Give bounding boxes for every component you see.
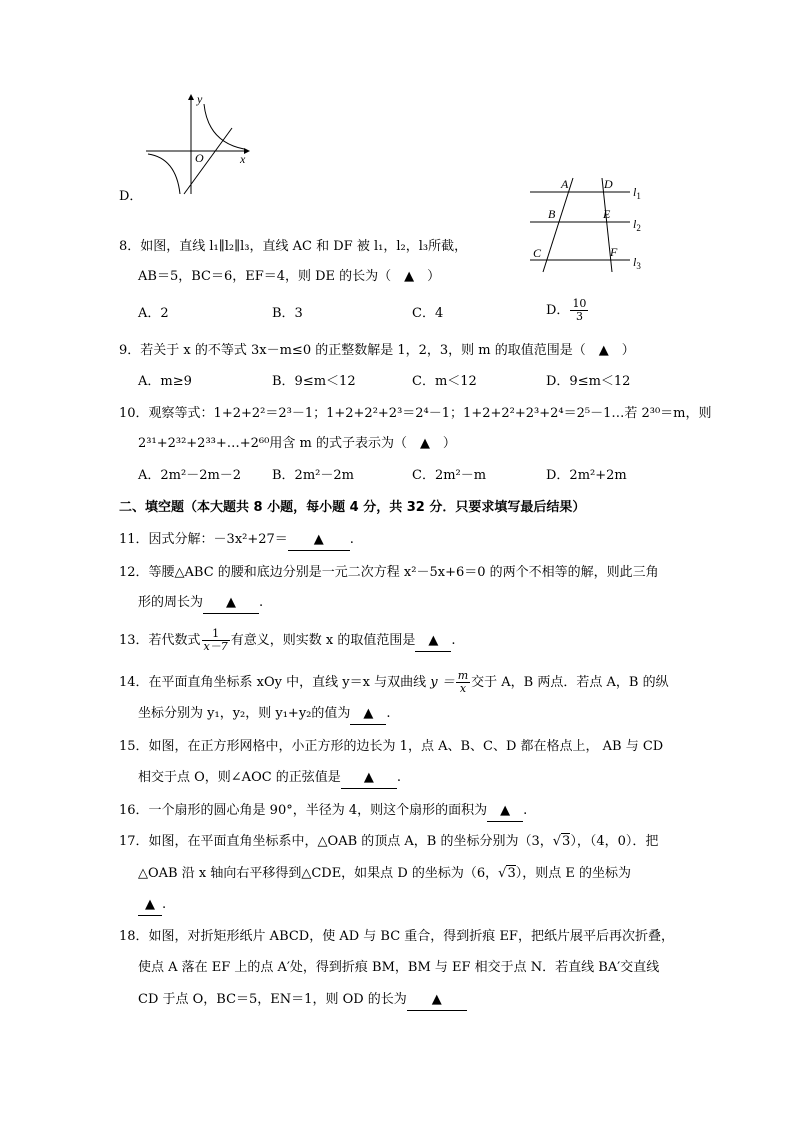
q15-answer-blank: ▲ — [341, 768, 397, 789]
hyperbola-branch-1 — [204, 104, 244, 149]
q18-line2: 使点 A 落在 EF 上的点 A′处，得到折痕 BM，BM 与 EF 相交于点 N．若直线 BA′交直线 — [138, 960, 660, 975]
origin-label: O — [195, 151, 204, 165]
q18-line3: CD 于点 O，BC＝5，EN＝1，则 OD 的长为 ▲ — [138, 990, 467, 1011]
q16: 16．一个扇形的圆心角是 90°，半径为 4，则这个扇形的面积为 ▲ . — [119, 801, 527, 822]
q8-option-a: A．2 — [138, 306, 169, 321]
q9-option-d: D．9≤m＜12 — [546, 374, 631, 389]
q13: 13．若代数式 $\frac{1}{x-7}$ 有意义，则实数 x 的取值范围是 ▲ . — [119, 627, 456, 653]
q17-line2: △OAB 沿 x 轴向右平移得到△CDE，如果点 D 的坐标为（6，√3），则点 E 的坐标为 — [138, 866, 631, 881]
q17-line3: ▲ . — [138, 895, 166, 916]
label-c: C — [533, 246, 542, 260]
label-f: F — [610, 245, 618, 259]
q14-answer-blank: ▲ — [350, 704, 386, 725]
q9-option-a: A．m≥9 — [138, 374, 192, 389]
q16-answer-blank: ▲ — [487, 801, 523, 822]
q10-option-d: D．2m²+2m — [546, 468, 627, 483]
q12-line2: 形的周长为 ▲ . — [138, 593, 263, 614]
label-l1: $l_1$ — [633, 185, 641, 201]
option-d-label: D． — [119, 189, 143, 204]
q8-option-c: C．4 — [412, 306, 444, 321]
q17-line1: 17．如图，在平面直角坐标系中，△OAB 的顶点 A，B 的坐标分别为（3，√3），（4，0）．把 — [119, 834, 659, 849]
q13-fraction: $\frac{1}{x-7}$ — [203, 627, 228, 653]
q9-line1: 9．若关于 x 的不等式 3x－m≤0 的正整数解是 1，2，3，则 m 的取值范围是（ ▲ ） — [119, 343, 635, 358]
label-d: D — [604, 177, 613, 191]
x-label: x — [240, 152, 246, 166]
q8-option-d-prefix: D． — [546, 303, 570, 318]
label-a: A — [561, 177, 569, 191]
hyperbola-branch-2 — [148, 154, 180, 194]
y-label: y — [197, 92, 203, 106]
q12-line1: 12．等腰△ABC 的腰和底边分别是一元二次方程 x²－5x+6＝0 的两个不相等的解，则此三角 — [119, 565, 659, 580]
q11: 11．因式分解：－3x²+27＝ ▲ . — [119, 530, 354, 551]
q17-answer-blank: ▲ — [138, 895, 162, 916]
q14-fraction: $\frac{m}{x}$ — [457, 669, 469, 695]
q8-line2: AB＝5，BC＝6，EF＝4，则 DE 的长为（ ▲ ） — [138, 269, 441, 284]
q8-option-d — [546, 298, 589, 323]
q15-line1: 15．如图，在正方形网格中，小正方形的边长为 1，点 A、B、C、D 都在格点上， AB 与 CD — [119, 739, 664, 754]
q14-line1: 14．在平面直角坐标系 xOy 中，直线 y＝x 与双曲线 y ＝ $\frac{m}{x}$ 交于 A，B 两点．若点 A，B 的纵 — [119, 669, 669, 695]
q15-line2: 相交于点 O，则∠AOC 的正弦值是 ▲ . — [138, 768, 401, 789]
label-e: E — [603, 207, 611, 221]
q10-option-c: C．2m²－m — [412, 468, 487, 483]
section-2-heading: 二、填空题（本大题共 8 小题，每小题 4 分，共 32 分．只要求填写最后结果） — [119, 500, 586, 515]
label-b: B — [548, 207, 556, 221]
q8-line1: 8．如图，直线 l₁∥l₂∥l₃，直线 AC 和 DF 被 l₁，l₂，l₃所截， — [119, 239, 468, 254]
label-l3: $l_3$ — [633, 255, 641, 271]
q18-line1: 18．如图，对折矩形纸片 ABCD，使 AD 与 BC 重合，得到折痕 EF，把纸片展平后再次折叠， — [119, 929, 674, 944]
q10-option-a: A．2m²－2m－2 — [138, 468, 242, 483]
q12-answer-blank: ▲ — [203, 593, 259, 614]
q14-line2: 坐标分别为 y₁，y₂，则 y₁+y₂的值为 ▲ . — [138, 704, 391, 725]
q11-answer-blank: ▲ — [288, 530, 350, 551]
option-d-graph — [140, 90, 260, 200]
y-axis-arrow — [188, 94, 194, 100]
q8-option-d-fraction: $\frac{10}{3}$ — [572, 297, 587, 323]
q10-line1: 10．观察等式：1+2+2²＝2³－1；1+2+2²+2³＝2⁴－1；1+2+2²+2³+2⁴＝2⁵－1…若 2³⁰＝m，则 — [119, 406, 712, 421]
label-l2: $l_2$ — [633, 217, 641, 233]
q9-option-c: C．m＜12 — [412, 374, 477, 389]
q10-line2: 2³¹+2³²+2³³+…+2⁶⁰用含 m 的式子表示为（ ▲ ） — [138, 436, 456, 451]
q9-option-b: B．9≤m＜12 — [272, 374, 356, 389]
q13-answer-blank: ▲ — [415, 631, 451, 652]
q18-answer-blank: ▲ — [407, 990, 467, 1011]
parallel-lines-figure — [525, 172, 655, 277]
q8-option-b: B．3 — [272, 306, 303, 321]
q10-option-b: B．2m²－2m — [272, 468, 354, 483]
